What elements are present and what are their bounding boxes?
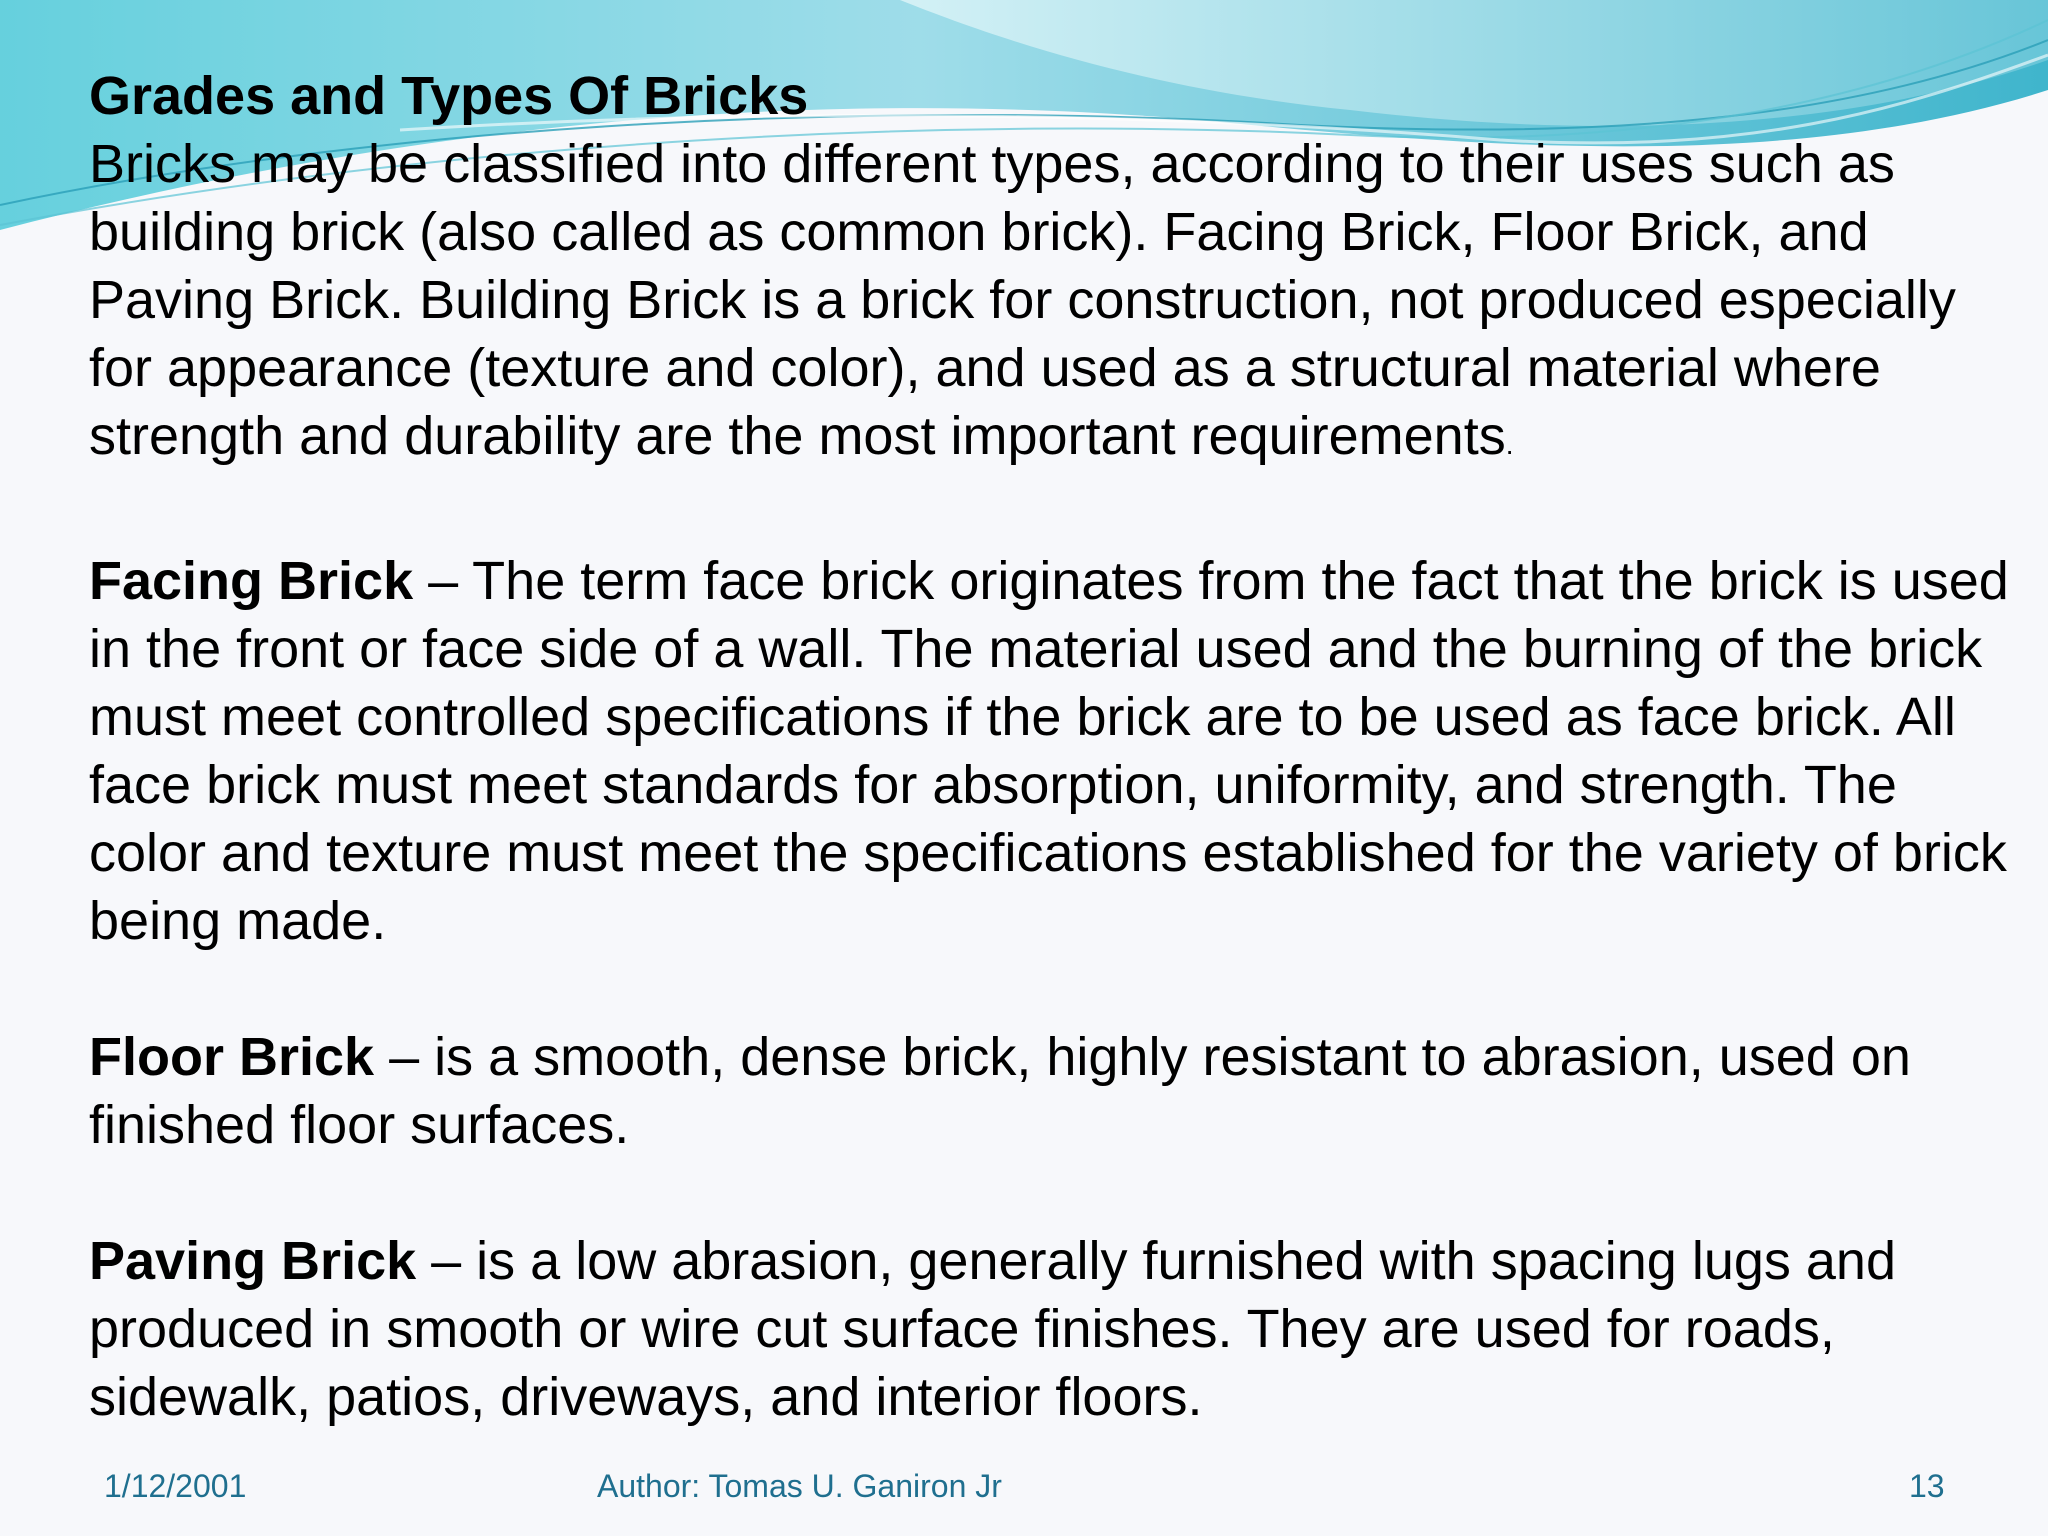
intro-period: . (1505, 429, 1514, 460)
footer-date: 1/12/2001 (104, 1468, 247, 1504)
paving-brick-term: Paving Brick (89, 1231, 417, 1291)
facing-brick-paragraph (89, 547, 2009, 955)
paving-brick-text: – is a low abrasion, generally furnished with spacing lugs and produced in smooth or wire cut surface finishes. They are used for roads, sidewalk, patios, driveways, and interior floors. (89, 1231, 1896, 1427)
footer-author: Author: Tomas U. Ganiron Jr (597, 1468, 1002, 1504)
intro-text: Bricks may be classified into different types, according to their uses such as building brick (also called as common brick). Facing Brick, Floor Brick, and Paving Brick. Building Brick is a brick for construction, not produced especially for appearance (texture and color), and used as a structural material where strength and durability are the most important requirements (89, 134, 1956, 466)
footer-page-number: 13 (1909, 1468, 1945, 1504)
slide-heading: Grades and Types Of Bricks (89, 66, 809, 126)
floor-brick-paragraph (89, 1023, 2009, 1159)
facing-brick-term: Facing Brick (89, 551, 414, 611)
paving-brick-paragraph (89, 1227, 2009, 1431)
floor-brick-text: – is a smooth, dense brick, highly resistant to abrasion, used on finished floor surfaces. (89, 1027, 1911, 1155)
slide-body (89, 62, 2009, 1499)
floor-brick-term: Floor Brick (89, 1027, 375, 1087)
facing-brick-text: – The term face brick originates from the fact that the brick is used in the front or face side of a wall. The material used and the burning of the brick must meet controlled specifications if the brick are to be used as face brick. All face brick must meet standards for absorption, uniformity, and strength. The color and texture must meet the specifications established for the variety of brick being made. (89, 551, 2009, 951)
intro-paragraph (89, 62, 2009, 479)
